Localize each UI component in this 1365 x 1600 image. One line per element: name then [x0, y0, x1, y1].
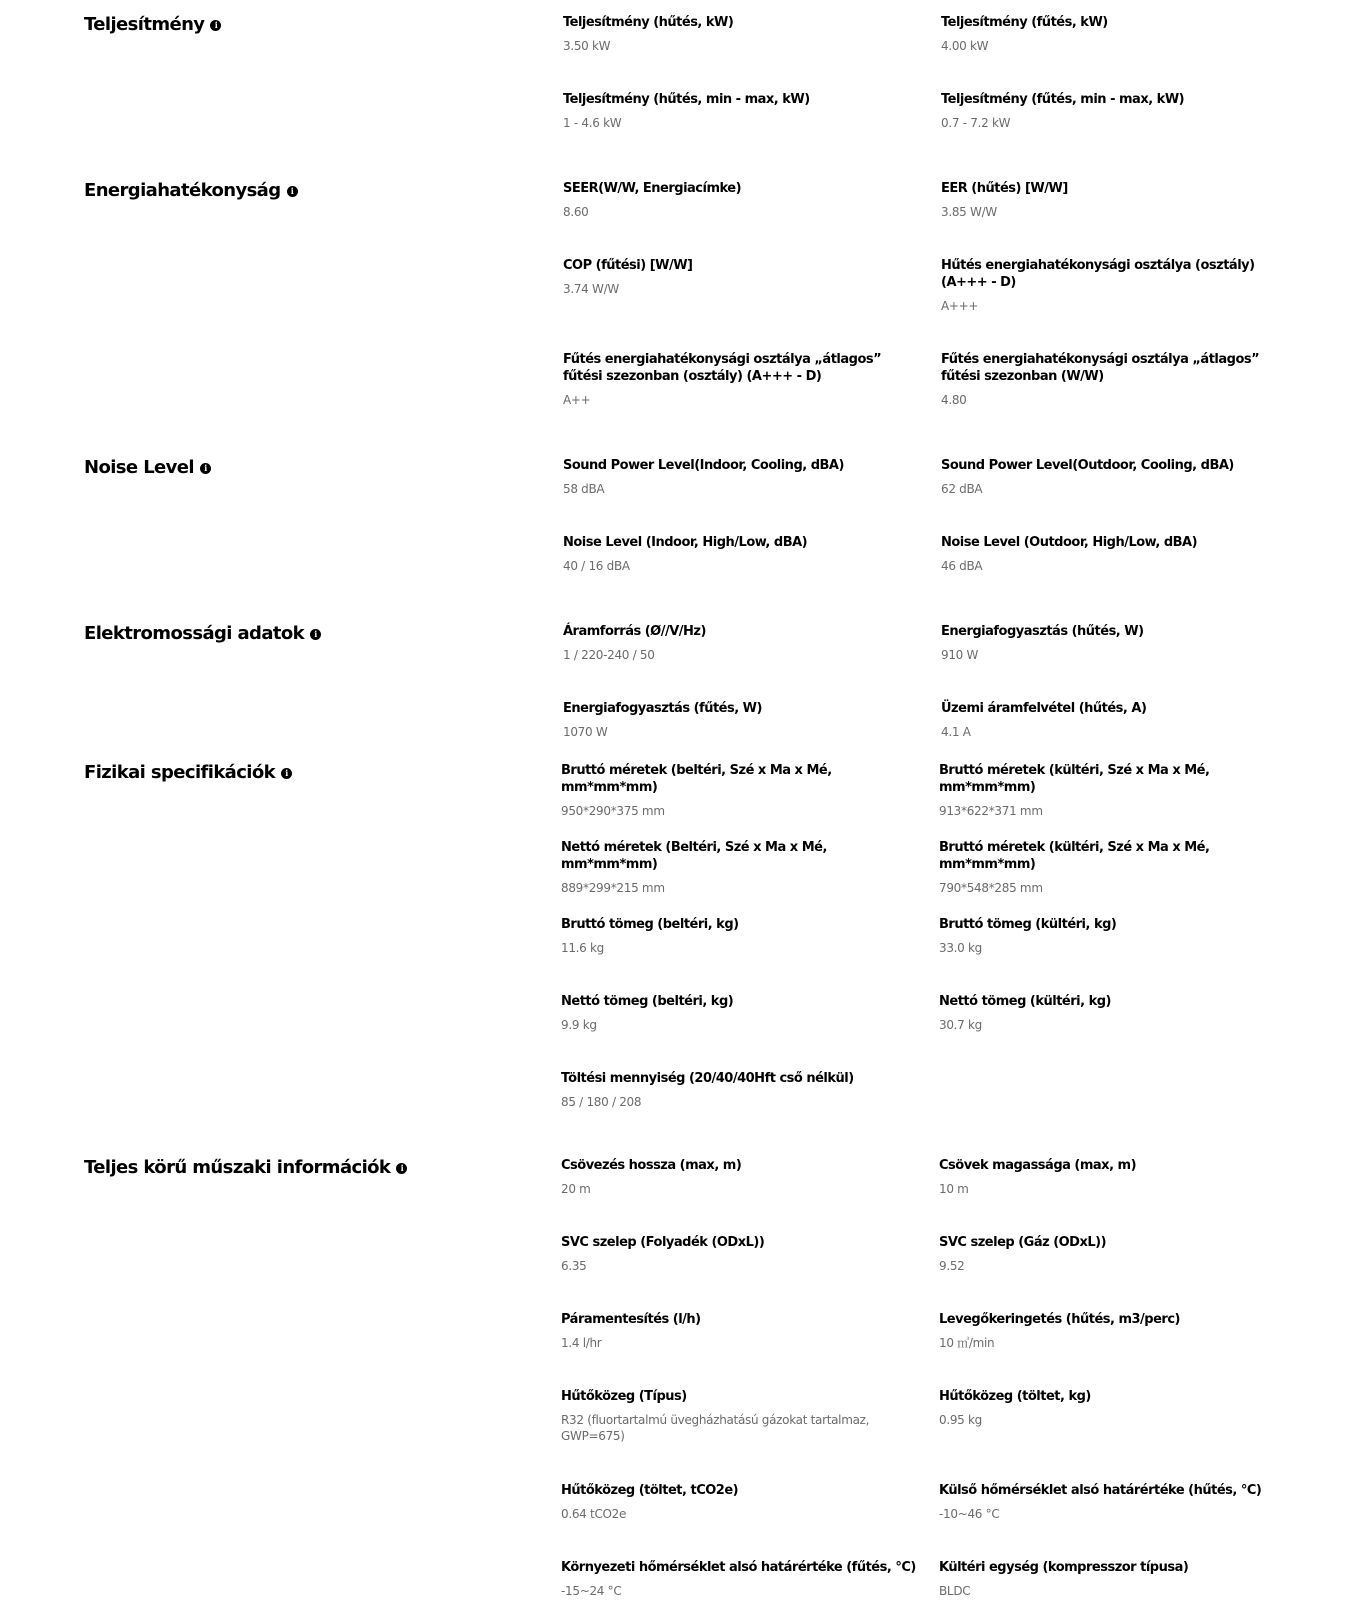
spec-item: [941, 91, 1281, 131]
spec-label: Áramforrás (Ø//V/Hz): [563, 624, 706, 639]
spec-item: [939, 1311, 1279, 1351]
spec-label: Energiafogyasztás (fűtés, W): [563, 701, 762, 716]
spec-label: SEER(W/W, Energiacímke): [563, 181, 742, 196]
spec-value: 1.4 l/hr: [561, 1336, 602, 1350]
spec-item: [563, 180, 903, 220]
spec-item: [561, 993, 901, 1033]
spec-label: Bruttó méretek (kültéri, Szé x Ma x Mé, mm*mm*mm): [939, 840, 1210, 872]
spec-item: [941, 623, 1281, 663]
spec-value: 790*548*285 mm: [939, 881, 1043, 895]
spec-item: [561, 1482, 901, 1522]
spec-label: Külső hőmérséklet alsó határértéke (hűtés, °C): [939, 1483, 1262, 1498]
spec-value: 40 / 16 dBA: [563, 559, 630, 573]
spec-label: Üzemi áramfelvétel (hűtés, A): [941, 701, 1147, 716]
section-title-text: Teljesítmény: [84, 14, 205, 35]
spec-value: 62 dBA: [941, 482, 983, 496]
spec-value: 6.35: [561, 1259, 587, 1273]
spec-label: Fűtés energiahatékonysági osztálya „átlagos” fűtési szezonban (osztály) (A+++ - D): [563, 352, 882, 384]
spec-item: [939, 1157, 1279, 1197]
spec-item: [939, 839, 1299, 896]
spec-item: [939, 993, 1279, 1033]
spec-item: [939, 916, 1279, 956]
spec-label: COP (fűtési) [W/W]: [563, 258, 693, 273]
spec-value: 4.00 kW: [941, 39, 989, 53]
spec-label: Teljesítmény (hűtés, min - max, kW): [563, 92, 810, 107]
spec-item: [561, 1157, 901, 1197]
spec-value: 0.95 kg: [939, 1413, 982, 1427]
spec-value: A+++: [941, 299, 979, 313]
spec-label: Bruttó méretek (kültéri, Szé x Ma x Mé, mm*mm*mm): [939, 763, 1210, 795]
spec-label: Teljesítmény (hűtés, kW): [563, 15, 734, 30]
spec-item: [939, 1482, 1299, 1522]
section-title-text: Teljes körű műszaki információk: [84, 1157, 391, 1178]
spec-label: Bruttó tömeg (beltéri, kg): [561, 917, 739, 932]
info-icon[interactable]: i: [310, 629, 321, 640]
spec-label: EER (hűtés) [W/W]: [941, 181, 1068, 196]
spec-item: [941, 534, 1281, 574]
spec-value: 1 - 4.6 kW: [563, 116, 622, 130]
spec-label: Nettó tömeg (kültéri, kg): [939, 994, 1111, 1009]
spec-item: [561, 1311, 901, 1351]
spec-item: [939, 1559, 1279, 1599]
spec-value: 9.52: [939, 1259, 965, 1273]
spec-label: Hűtőközeg (Típus): [561, 1389, 687, 1404]
spec-label: SVC szelep (Gáz (ODxL)): [939, 1235, 1107, 1250]
spec-item: [561, 839, 921, 896]
spec-value: 1 / 220-240 / 50: [563, 648, 655, 662]
spec-value: 20 m: [561, 1182, 591, 1196]
spec-item: [941, 14, 1281, 54]
spec-value: 33.0 kg: [939, 941, 982, 955]
spec-value: 85 / 180 / 208: [561, 1095, 642, 1109]
spec-item: [941, 700, 1281, 740]
spec-item: [563, 457, 903, 497]
spec-item: [939, 1388, 1279, 1428]
info-icon[interactable]: i: [396, 1163, 407, 1174]
section-title-text: Fizikai specifikációk: [84, 762, 276, 783]
spec-label: Hűtőközeg (töltet, tCO2e): [561, 1483, 739, 1498]
spec-value: 8.60: [563, 205, 589, 219]
spec-item: [563, 257, 903, 297]
spec-value: 889*299*215 mm: [561, 881, 665, 895]
spec-item: [563, 623, 903, 663]
spec-item: [561, 1388, 881, 1444]
spec-value: 913*622*371 mm: [939, 804, 1043, 818]
section-title: [84, 14, 221, 35]
spec-label: Bruttó méretek (beltéri, Szé x Ma x Mé, mm*mm*mm): [561, 763, 832, 795]
spec-label: Sound Power Level(Indoor, Cooling, dBA): [563, 458, 844, 473]
spec-label: Noise Level (Indoor, High/Low, dBA): [563, 535, 808, 550]
spec-item: [563, 534, 903, 574]
info-icon[interactable]: i: [200, 463, 211, 474]
spec-value: 4.1 A: [941, 725, 971, 739]
section-title: [84, 762, 292, 783]
spec-value: 11.6 kg: [561, 941, 604, 955]
spec-value: -10~46 °C: [939, 1507, 1000, 1521]
spec-label: Teljesítmény (fűtés, min - max, kW): [941, 92, 1185, 107]
spec-item: [941, 351, 1281, 408]
spec-value: 0.64 tCO2e: [561, 1507, 627, 1521]
spec-label: Töltési mennyiség (20/40/40Hft cső nélkül): [561, 1071, 854, 1086]
section-title: [84, 1157, 407, 1178]
info-icon[interactable]: i: [281, 768, 292, 779]
spec-label: Nettó méretek (Beltéri, Szé x Ma x Mé, mm*mm*mm): [561, 840, 827, 872]
spec-label: Csövezés hossza (max, m): [561, 1158, 742, 1173]
spec-item: [563, 91, 903, 131]
section-title: [84, 623, 321, 644]
spec-label: Páramentesítés (l/h): [561, 1312, 701, 1327]
spec-label: Teljesítmény (fűtés, kW): [941, 15, 1108, 30]
spec-value: 1070 W: [563, 725, 608, 739]
spec-item: [563, 14, 903, 54]
spec-value: A++: [563, 393, 591, 407]
info-icon[interactable]: i: [210, 20, 221, 31]
spec-label: Környezeti hőmérséklet alsó határértéke (fűtés, °C): [561, 1560, 916, 1575]
spec-label: Hűtés energiahatékonysági osztálya (osztály) (A+++ - D): [941, 258, 1255, 290]
spec-value: 0.7 - 7.2 kW: [941, 116, 1011, 130]
spec-item: [563, 700, 903, 740]
spec-label: Fűtés energiahatékonysági osztálya „átlagos” fűtési szezonban (W/W): [941, 352, 1260, 384]
spec-item: [561, 916, 901, 956]
spec-item: [561, 762, 921, 819]
spec-item: [561, 1070, 921, 1110]
spec-label: Levegőkeringetés (hűtés, m3/perc): [939, 1312, 1180, 1327]
spec-value: 3.85 W/W: [941, 205, 997, 219]
spec-item: [939, 1234, 1279, 1274]
spec-item: [941, 180, 1281, 220]
section-title-text: Elektromossági adatok: [84, 623, 305, 644]
spec-value: 46 dBA: [941, 559, 983, 573]
spec-label: Kültéri egység (kompresszor típusa): [939, 1560, 1189, 1575]
spec-value: 950*290*375 mm: [561, 804, 665, 818]
spec-item: [941, 457, 1281, 497]
section-title: [84, 457, 211, 478]
spec-value: BLDC: [939, 1584, 971, 1598]
spec-value: R32 (fluortartalmú üvegházhatású gázokat tartalmaz, GWP=675): [561, 1413, 870, 1443]
spec-item: [561, 1234, 901, 1274]
section-title-text: Energiahatékonyság: [84, 180, 281, 201]
spec-value: 10 m: [939, 1182, 969, 1196]
spec-item: [561, 1559, 921, 1599]
spec-value: 9.9 kg: [561, 1018, 597, 1032]
spec-value: 58 dBA: [563, 482, 605, 496]
spec-label: Hűtőközeg (töltet, kg): [939, 1389, 1091, 1404]
spec-label: Sound Power Level(Outdoor, Cooling, dBA): [941, 458, 1234, 473]
spec-item: [563, 351, 903, 408]
spec-value: 910 W: [941, 648, 979, 662]
spec-label: SVC szelep (Folyadék (ODxL)): [561, 1235, 765, 1250]
spec-label: Noise Level (Outdoor, High/Low, dBA): [941, 535, 1198, 550]
spec-label: Csövek magassága (max, m): [939, 1158, 1137, 1173]
section-title-text: Noise Level: [84, 457, 194, 478]
section-title: [84, 180, 298, 201]
spec-label: Bruttó tömeg (kültéri, kg): [939, 917, 1117, 932]
info-icon[interactable]: i: [287, 186, 298, 197]
spec-value: -15~24 °C: [561, 1584, 622, 1598]
spec-label: Nettó tömeg (beltéri, kg): [561, 994, 734, 1009]
spec-value: 30.7 kg: [939, 1018, 982, 1032]
spec-value: 3.74 W/W: [563, 282, 619, 296]
spec-item: [941, 257, 1281, 314]
spec-value: 3.50 kW: [563, 39, 611, 53]
spec-item: [939, 762, 1299, 819]
spec-label: Energiafogyasztás (hűtés, W): [941, 624, 1144, 639]
spec-value: 10 ㎥/min: [939, 1336, 995, 1350]
spec-value: 4.80: [941, 393, 967, 407]
